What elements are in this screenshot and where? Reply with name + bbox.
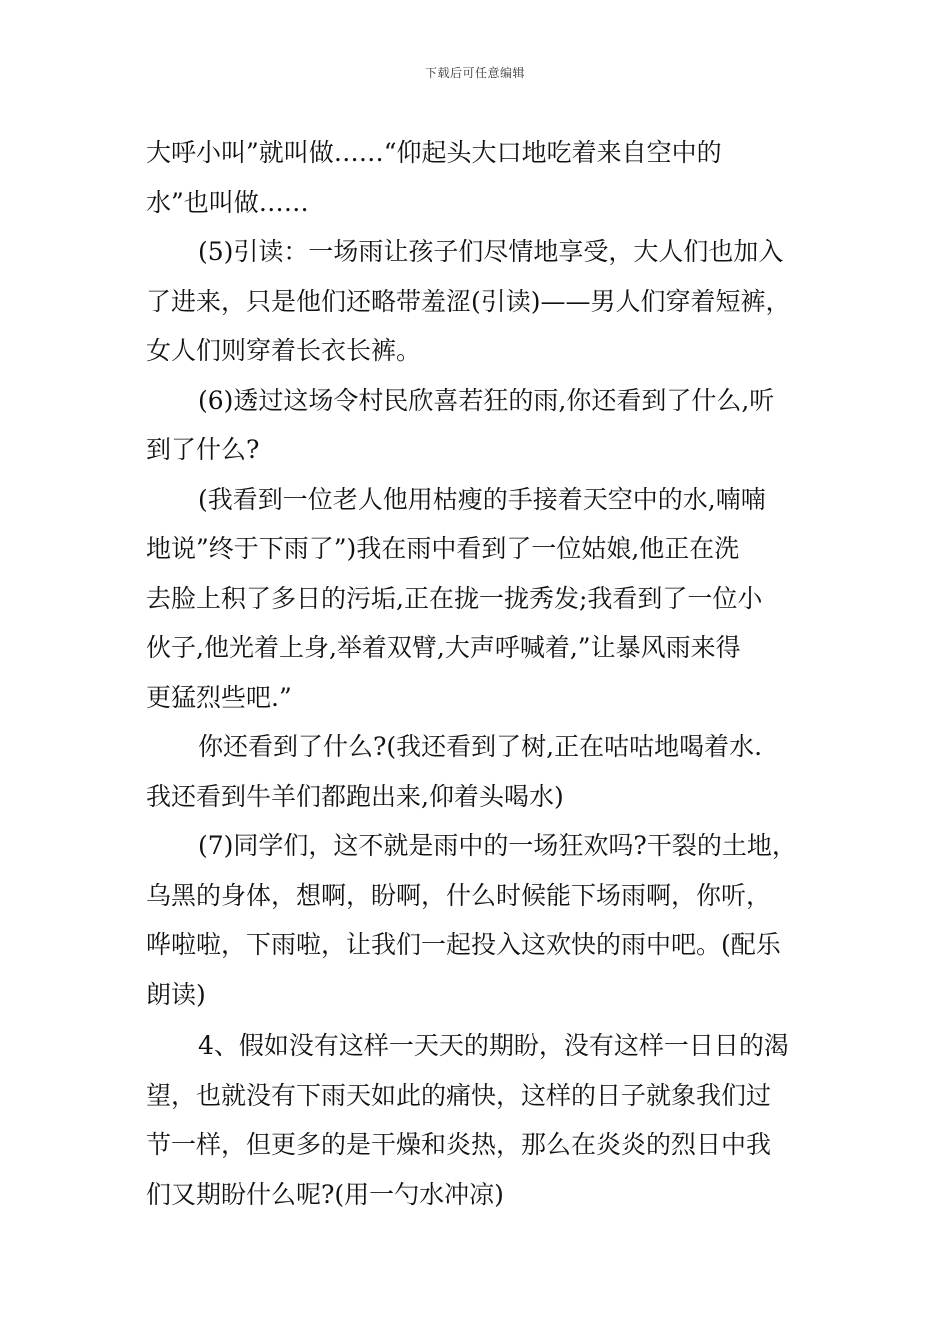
text-line: 了进来，只是他们还略带羞涩(引读)——男人们穿着短裤， <box>146 286 791 316</box>
text-line: 女人们则穿着长衣长裤。 <box>146 336 422 365</box>
text-line: 哗啦啦，下雨啦，让我们一起投入这欢快的雨中吧。(配乐 <box>146 930 781 959</box>
text-line: 到了什么? <box>146 435 260 464</box>
document-body <box>146 128 818 1219</box>
text-line: 们又期盼什么呢?(用一勺水冲凉) <box>146 1179 504 1209</box>
text-line: (7)同学们，这不就是雨中的一场狂欢吗?干裂的土地， <box>198 831 797 860</box>
text-line: (6)透过这场令村民欣喜若狂的雨,你还看到了什么,听 <box>198 385 775 415</box>
text-line: (我看到一位老人他用枯瘦的手接着天空中的水,喃喃 <box>198 484 766 514</box>
text-line: 乌黑的身体，想啊，盼啊，什么时候能下场雨啊，你听， <box>146 880 772 910</box>
text-line: 去脸上积了多日的污垢,正在拢一拢秀发;我看到了一位小 <box>146 583 763 613</box>
page-header: 下载后可任意编辑 <box>424 66 525 80</box>
text-line: 水”也叫做…… <box>146 187 309 217</box>
text-line: 伙子,他光着上身,举着双臂,大声呼喊着,”让暴风雨来得 <box>146 633 741 662</box>
text-line: (5)引读：一场雨让孩子们尽情地享受，大人们也加入 <box>198 237 784 266</box>
text-line: 望，也就没有下雨天如此的痛快，这样的日子就象我们过 <box>146 1080 772 1110</box>
text-line: 更猛烈些吧.” <box>146 682 292 712</box>
text-line: 4、假如没有这样一天天的期盼，没有这样一日日的渴 <box>198 1031 789 1060</box>
text-line: 节一样，但更多的是干燥和炎热，那么在炎炎的烈日中我 <box>146 1130 772 1159</box>
text-line: 你还看到了什么?(我还看到了树,正在咕咕地喝着水. <box>198 732 763 761</box>
text-line: 大呼小叫”就叫做……“仰起头大口地吃着来自空中的 <box>146 138 722 167</box>
text-line: 朗读) <box>146 979 206 1009</box>
text-line: 地说”终于下雨了”)我在雨中看到了一位姑娘,他正在洗 <box>146 534 740 563</box>
text-line: 我还看到牛羊们都跑出来,仰着头喝水) <box>146 781 564 811</box>
